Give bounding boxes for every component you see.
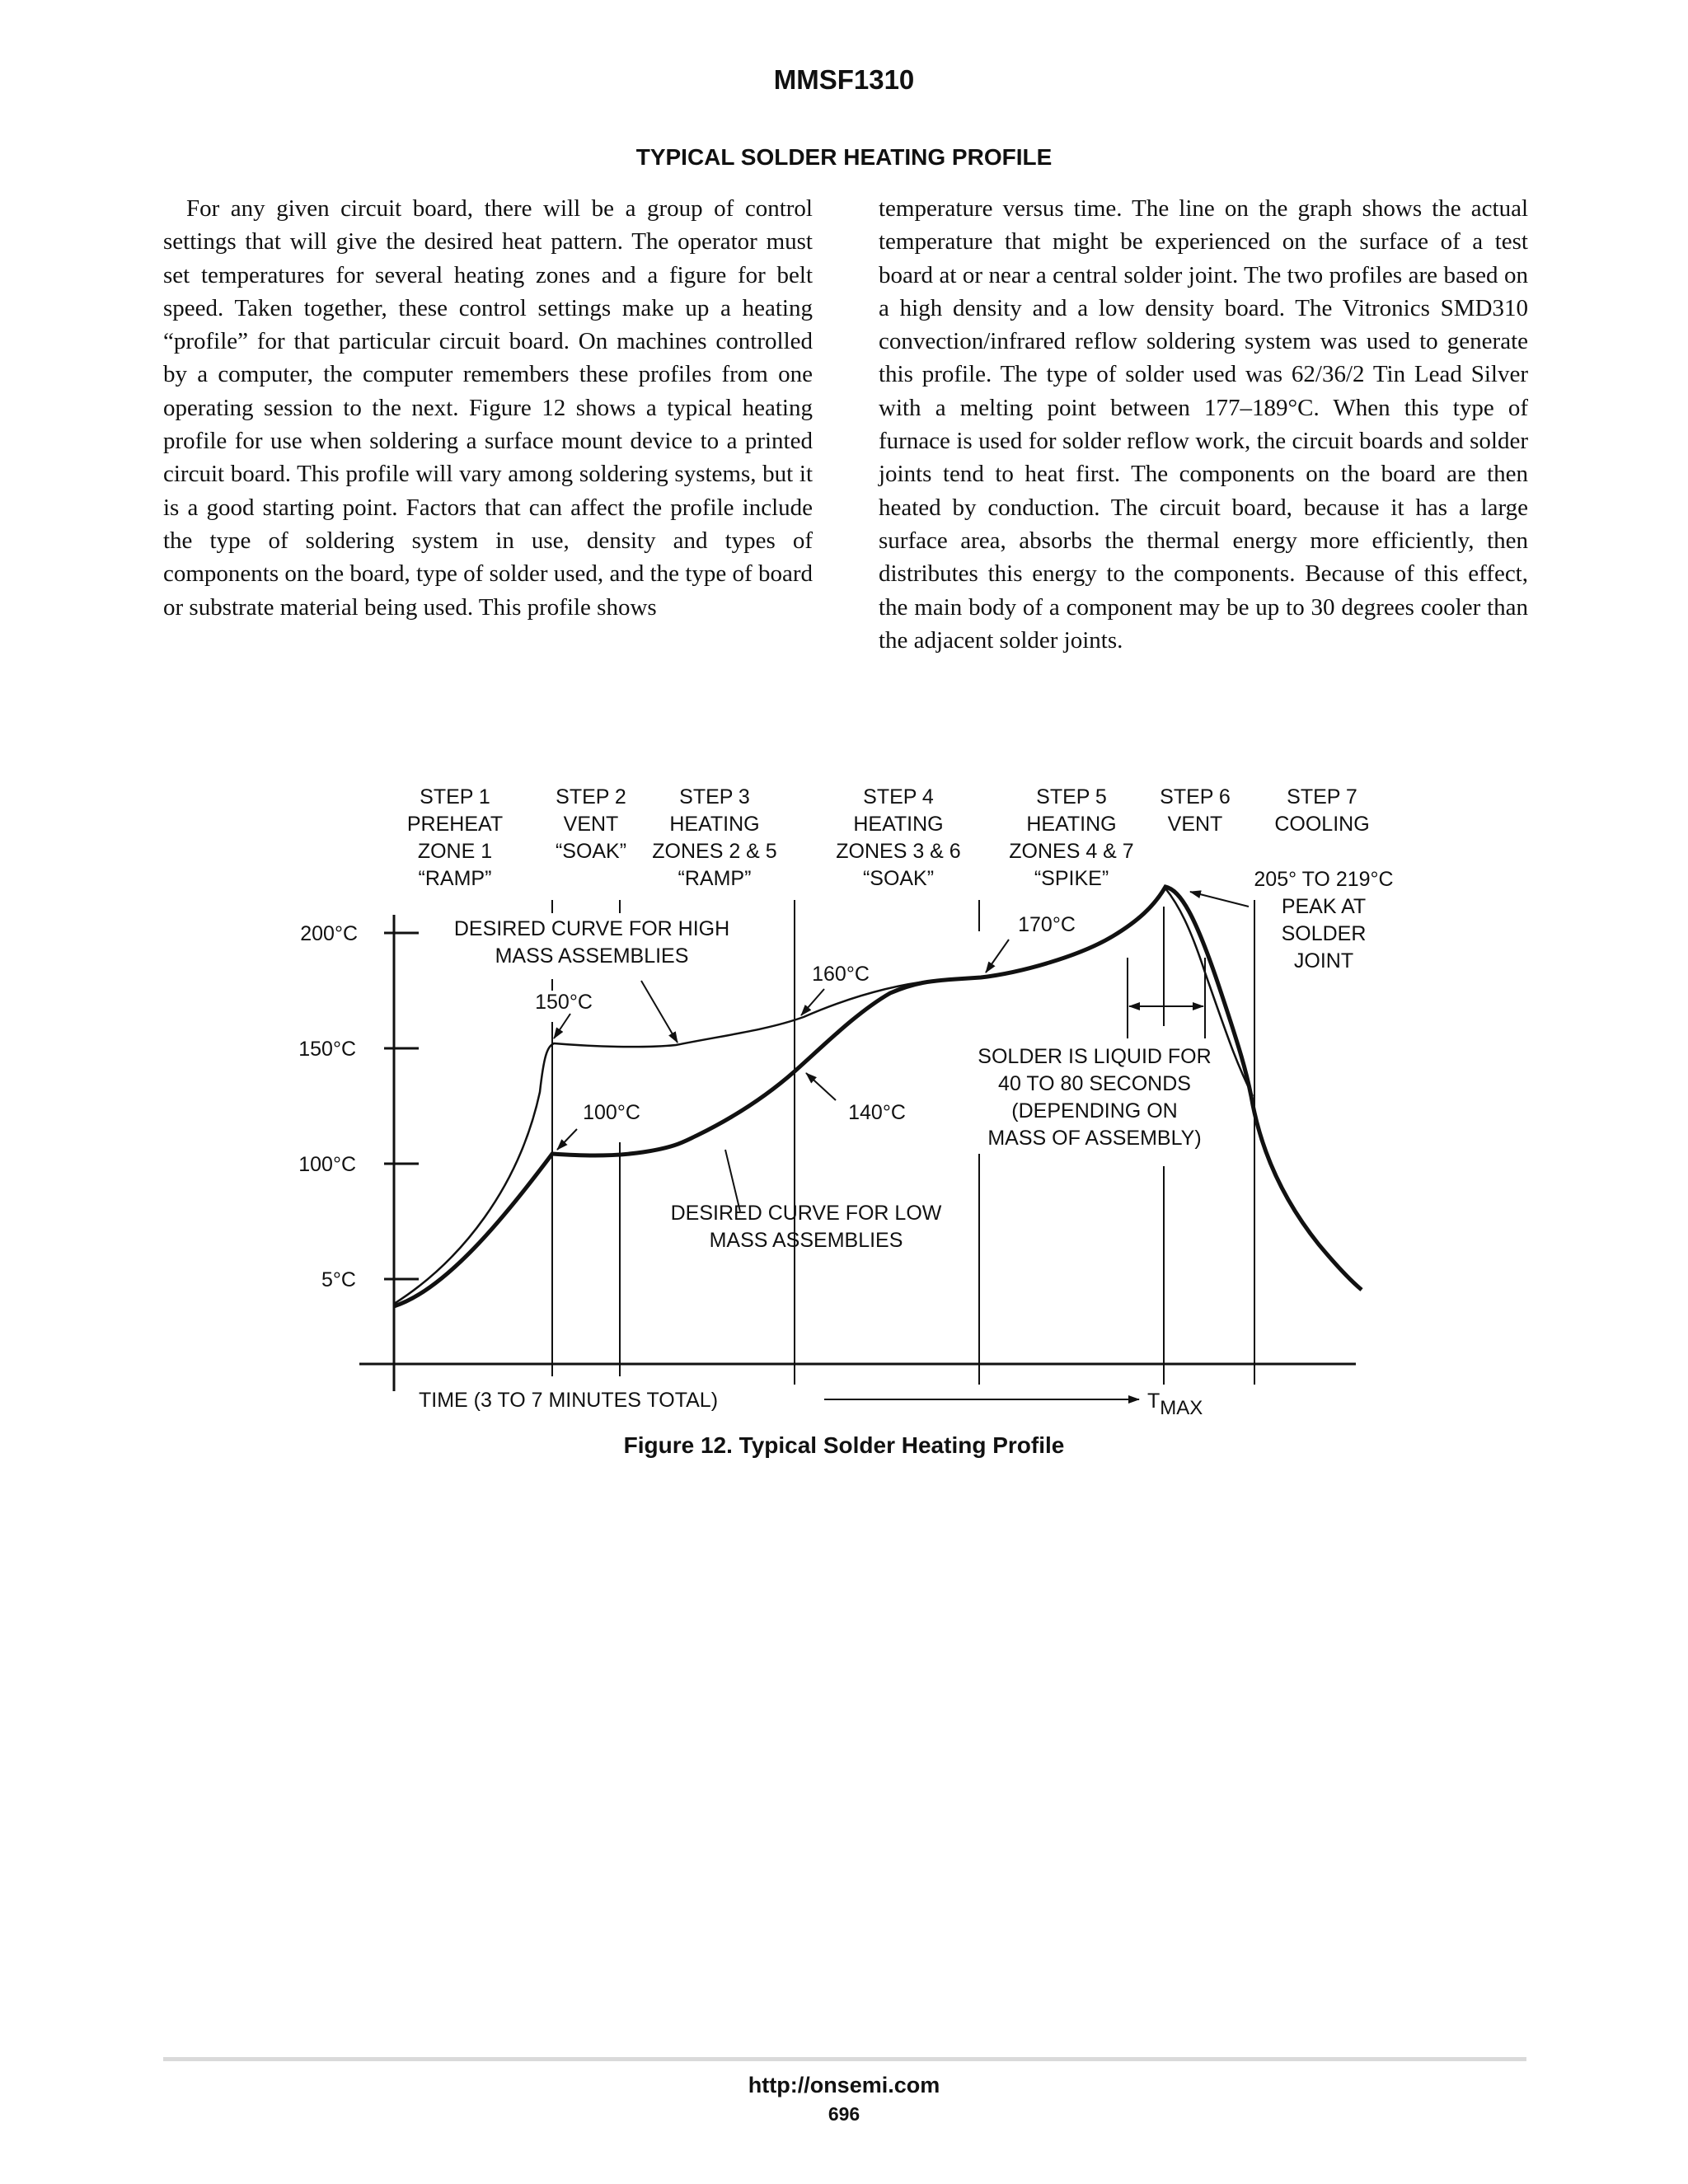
step-7-label [1274, 785, 1369, 836]
label-line: “RAMP” [678, 867, 752, 890]
section-heading: TYPICAL SOLDER HEATING PROFILE [635, 144, 1053, 170]
body-text-right-column: temperature versus time. The line on the graph shows the actual temperature that might be experienced on the surface of a test board at or near a central solder joint. The two profiles are based on a high density and a low density board. The Vitronics SMD310 convection/infrared reflow soldering system was used to generate this profile. The type of solder used was 62/36/2 Tin Lead Silver with a melting point between 177–189°C. When this type of furnace is used for solder reflow work, the circuit boards and solder joints tend to heat first. The components on the board are then heated by conduction. The circuit board, because it has a large surface area, absorbs the thermal energy more efficiently, then distributes this energy to the components. Because of this effect, the main body of a component may be up to 30 degrees cooler than the adjacent solder joints. [879, 195, 1528, 654]
label-line: STEP 7 [1287, 785, 1357, 808]
temp-100-label: 100°C [583, 1101, 640, 1124]
label-line: HEATING [1026, 813, 1117, 836]
label-line: VENT [563, 813, 619, 836]
label-line: MASS ASSEMBLIES [709, 1229, 903, 1252]
label-line: ZONES 4 & 7 [1009, 840, 1134, 863]
label-line: ZONE 1 [417, 840, 493, 863]
step-4-label [836, 785, 960, 890]
label-line: DESIRED CURVE FOR LOW [670, 1202, 942, 1225]
tmax-label: TMAX [1147, 1390, 1203, 1419]
label-line: 205° TO 219°C [1254, 868, 1394, 891]
y-tick-label: 100°C [298, 1153, 356, 1176]
label-line: “RAMP” [418, 867, 492, 890]
step-3-label [652, 785, 776, 890]
label-line: ZONES 2 & 5 [652, 840, 777, 863]
label-line: MASS ASSEMBLIES [495, 944, 689, 968]
y-tick-label: 5°C [321, 1268, 356, 1291]
y-tick-labels [298, 922, 358, 1291]
x-axis-label: TIME (3 TO 7 MINUTES TOTAL) [419, 1389, 719, 1412]
label-line: SOLDER [1281, 922, 1367, 945]
label-line: COOLING [1274, 813, 1370, 836]
step-1-label [407, 785, 503, 890]
label-line: STEP 4 [863, 785, 934, 808]
temp-160-label: 160°C [812, 963, 870, 986]
low-curve-annotation [671, 1202, 942, 1252]
label-line: STEP 3 [679, 785, 750, 808]
label-line: SOLDER IS LIQUID FOR [978, 1045, 1212, 1068]
temp-150-label: 150°C [535, 991, 593, 1014]
temp-170-label: 170°C [1018, 913, 1076, 936]
label-line: 40 TO 80 SECONDS [998, 1072, 1191, 1095]
peak-annotation [1254, 868, 1393, 972]
step-labels [407, 785, 1370, 890]
label-line: STEP 5 [1036, 785, 1107, 808]
label-line: STEP 2 [556, 785, 626, 808]
temp-140-label: 140°C [848, 1101, 906, 1124]
high-curve-annotation [454, 917, 729, 968]
label-line: “SOAK” [555, 840, 627, 863]
label-line: STEP 6 [1160, 785, 1231, 808]
label-line: (DEPENDING ON [1011, 1099, 1178, 1122]
page-number: 696 [828, 2103, 860, 2125]
label-line: JOINT [1293, 949, 1354, 972]
step-6-label [1160, 785, 1231, 836]
step-5-label [1009, 785, 1133, 890]
label-line: HEATING [669, 813, 760, 836]
label-line: HEATING [853, 813, 944, 836]
label-line: “SOAK” [862, 867, 935, 890]
y-tick-label: 150°C [298, 1038, 356, 1061]
label-line: “SPIKE” [1034, 867, 1109, 890]
label-line: PEAK AT [1281, 895, 1367, 918]
footer-divider [163, 2057, 1526, 2061]
label-line: ZONES 3 & 6 [836, 840, 961, 863]
body-text-left-column: For any given circuit board, there will be a group of control settings that will give the desired heat pattern. The operator must set temperatures for several heating zones and a figure for belt speed. Taken together, these control settings make up a heating “profile” for that particular circuit board. On machines controlled by a computer, the computer remembers these profiles from one operating session to the next. Figure 12 shows a typical heating profile for use when soldering a surface mount device to a printed circuit board. This profile will vary among soldering systems, but it is a good starting point. Factors that can affect the profile include the type of soldering system in use, density and types of components on the board, type of solder used, and the type of board or substrate material being used. This profile shows [163, 195, 813, 621]
document-title: MMSF1310 [773, 64, 915, 95]
step-2-label [556, 785, 626, 863]
liquid-annotation [978, 1045, 1211, 1150]
label-line: PREHEAT [406, 813, 504, 836]
label-line: VENT [1167, 813, 1223, 836]
label-line: STEP 1 [420, 785, 490, 808]
label-line: MASS OF ASSEMBLY) [987, 1127, 1202, 1150]
figure-caption: Figure 12. Typical Solder Heating Profile [623, 1432, 1065, 1458]
footer-url[interactable]: http://onsemi.com [748, 2073, 940, 2097]
label-line: DESIRED CURVE FOR HIGH [453, 917, 730, 940]
y-tick-label: 200°C [300, 922, 358, 945]
